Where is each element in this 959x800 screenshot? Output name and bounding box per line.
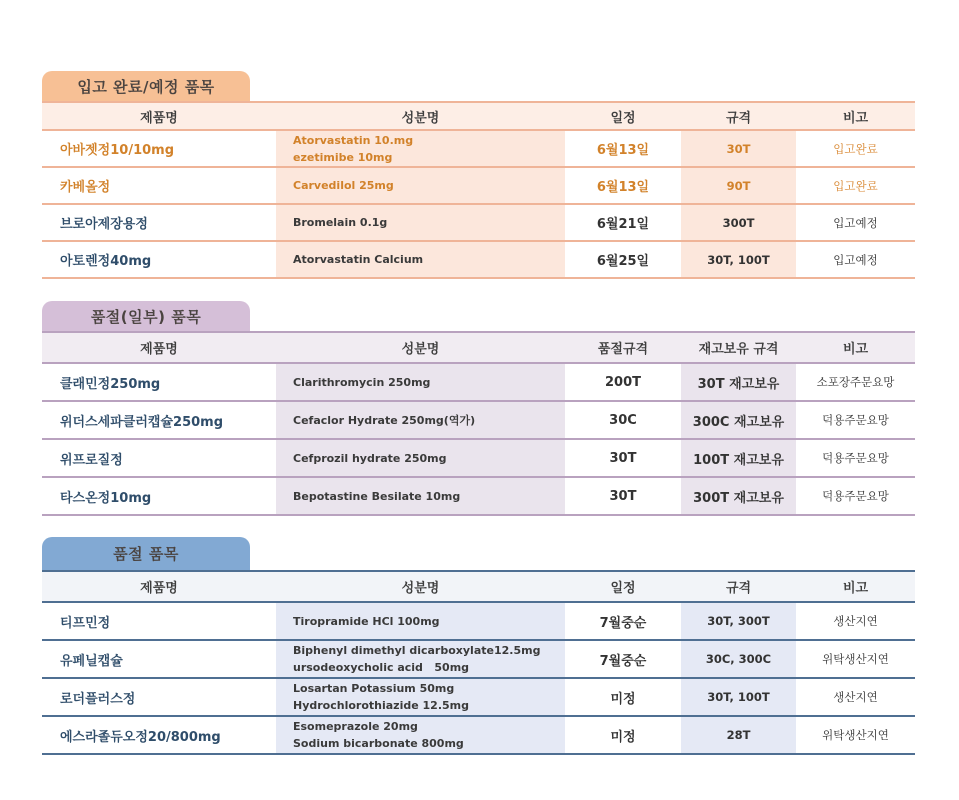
product-name: 타스온정10mg (60, 490, 152, 506)
table-header-row (42, 332, 915, 363)
schedule: 7월중순 (599, 615, 647, 631)
ingredient (276, 678, 565, 716)
header-product-name: 제품명 (140, 581, 178, 596)
note: 입고예정 (833, 215, 878, 230)
schedule: 7월중순 (599, 653, 647, 669)
spec: 28T (681, 716, 796, 754)
header-note: 비고 (842, 110, 869, 126)
spec: 30T, 100T (681, 678, 796, 716)
table-row (42, 401, 915, 439)
table-row (42, 241, 915, 278)
product-name: 클래민정250mg (60, 376, 161, 392)
stock-spec: 300T 재고보유 (681, 477, 796, 515)
ingredient-line: ursodeoxycholic acid 50mg (293, 661, 470, 674)
table-row (42, 363, 915, 401)
table-header-row (42, 571, 915, 602)
ingredient-line: ezetimibe 10mg (293, 150, 393, 164)
product-name: 위더스세파클러캡슐250mg (60, 414, 224, 430)
product-name: 아바젯정10/10mg (60, 143, 175, 158)
schedule: 6월21일 (596, 217, 650, 232)
note: 생산지연 (833, 614, 878, 628)
section-tab-out-of-stock: 품절 품목 (42, 537, 250, 570)
incoming-items-section (42, 71, 915, 279)
table-row (42, 602, 915, 640)
schedule: 6월25일 (596, 254, 650, 269)
ingredient: Clarithromycin 250mg (276, 363, 565, 401)
ingredient-line: Esomeprazole 20mg (293, 720, 418, 733)
note: 덕용주문요망 (822, 489, 889, 503)
spec: 30T, 100T (681, 241, 796, 278)
ingredient-line: Carvedilol 25mg (293, 179, 394, 192)
table-row (42, 477, 915, 515)
ingredient-line: Biphenyl dimethyl dicarboxylate12.5mg (293, 644, 541, 657)
schedule: 미정 (610, 729, 636, 745)
ingredient-line: Sodium bicarbonate 800mg (293, 737, 464, 750)
schedule: 6월13일 (596, 180, 650, 195)
table-row (42, 204, 915, 241)
schedule: 6월13일 (596, 143, 650, 158)
ingredient-line: Losartan Potassium 50mg (293, 682, 455, 695)
ingredient: Cefprozil hydrate 250mg (276, 439, 565, 477)
ingredient (276, 241, 565, 278)
ingredient (276, 640, 565, 678)
header-note: 비고 (842, 342, 869, 357)
note: 입고완료 (833, 141, 878, 156)
note: 위탁생산지연 (822, 728, 889, 742)
header-schedule: 일정 (610, 581, 636, 596)
table-row (42, 640, 915, 678)
out-spec: 200T (604, 374, 641, 390)
ingredient-line: Tiropramide HCl 100mg (293, 614, 440, 628)
ingredient-line: Bromelain 0.1g (293, 216, 388, 229)
product-name: 카베올정 (60, 180, 111, 195)
incoming-items-table (42, 101, 915, 279)
note: 덕용주문요망 (822, 413, 889, 427)
table-header-row (42, 102, 915, 130)
out-spec: 30T (609, 450, 637, 466)
product-name: 위프로질정 (60, 452, 123, 468)
header-ingredient: 성분명 (401, 342, 440, 357)
ingredient (276, 716, 565, 754)
section-tab-incoming: 입고 완료/예정 품목 (42, 71, 250, 101)
header-ingredient: 성분명 (401, 110, 440, 126)
table-row (42, 167, 915, 204)
header-out-spec: 품절규격 (597, 342, 649, 357)
product-name: 유페닐캡슐 (60, 653, 123, 669)
note: 입고예정 (833, 252, 878, 267)
partial-out-of-stock-table (42, 331, 915, 516)
note: 덕용주문요망 (822, 451, 889, 465)
product-name: 에스라졸듀오정20/800mg (60, 729, 221, 745)
ingredient: Cefaclor Hydrate 250mg(역가) (276, 401, 565, 439)
table-row (42, 716, 915, 754)
note: 입고완료 (833, 178, 878, 193)
header-product-name: 제품명 (140, 110, 178, 126)
note: 생산지연 (833, 690, 878, 704)
header-schedule: 일정 (610, 110, 636, 126)
section-tab-partial-out: 품절(일부) 품목 (42, 301, 250, 331)
header-note: 비고 (842, 581, 869, 596)
header-stock-spec: 재고보유 규격 (698, 342, 779, 357)
out-of-stock-table (42, 570, 915, 755)
table-row (42, 130, 915, 167)
stock-spec: 100T 재고보유 (681, 439, 796, 477)
spec: 30T (681, 130, 796, 167)
product-name: 티프민정 (60, 615, 111, 631)
ingredient (276, 204, 565, 241)
table-row (42, 439, 915, 477)
out-spec: 30C (609, 412, 637, 428)
ingredient (276, 167, 565, 204)
stock-spec: 30T 재고보유 (681, 363, 796, 401)
product-name: 아토렌정40mg (60, 254, 152, 269)
partial-out-of-stock-section (42, 301, 915, 516)
note: 위탁생산지연 (822, 652, 889, 666)
ingredient-line: Hydrochlorothiazide 12.5mg (293, 699, 469, 712)
spec: 30T, 300T (681, 602, 796, 640)
out-spec: 30T (609, 488, 637, 504)
ingredient-line: Atorvastatin 10.mg (293, 133, 414, 147)
header-product-name: 제품명 (140, 342, 178, 357)
out-of-stock-section (42, 537, 915, 755)
product-name: 브로아제장용정 (60, 217, 148, 232)
spec: 30C, 300C (681, 640, 796, 678)
header-ingredient: 성분명 (401, 581, 440, 596)
ingredient: Bepotastine Besilate 10mg (276, 477, 565, 515)
schedule: 미정 (610, 691, 636, 707)
ingredient (276, 602, 565, 640)
product-name: 로더플러스정 (60, 691, 136, 707)
spec: 300T (681, 204, 796, 241)
note: 소포장주문요망 (816, 375, 895, 389)
spec: 90T (681, 167, 796, 204)
table-row (42, 678, 915, 716)
ingredient-line: Atorvastatin Calcium (293, 253, 424, 266)
header-spec: 규격 (725, 110, 752, 126)
stock-spec: 300C 재고보유 (681, 401, 796, 439)
header-spec: 규격 (725, 581, 752, 596)
ingredient (276, 130, 565, 167)
